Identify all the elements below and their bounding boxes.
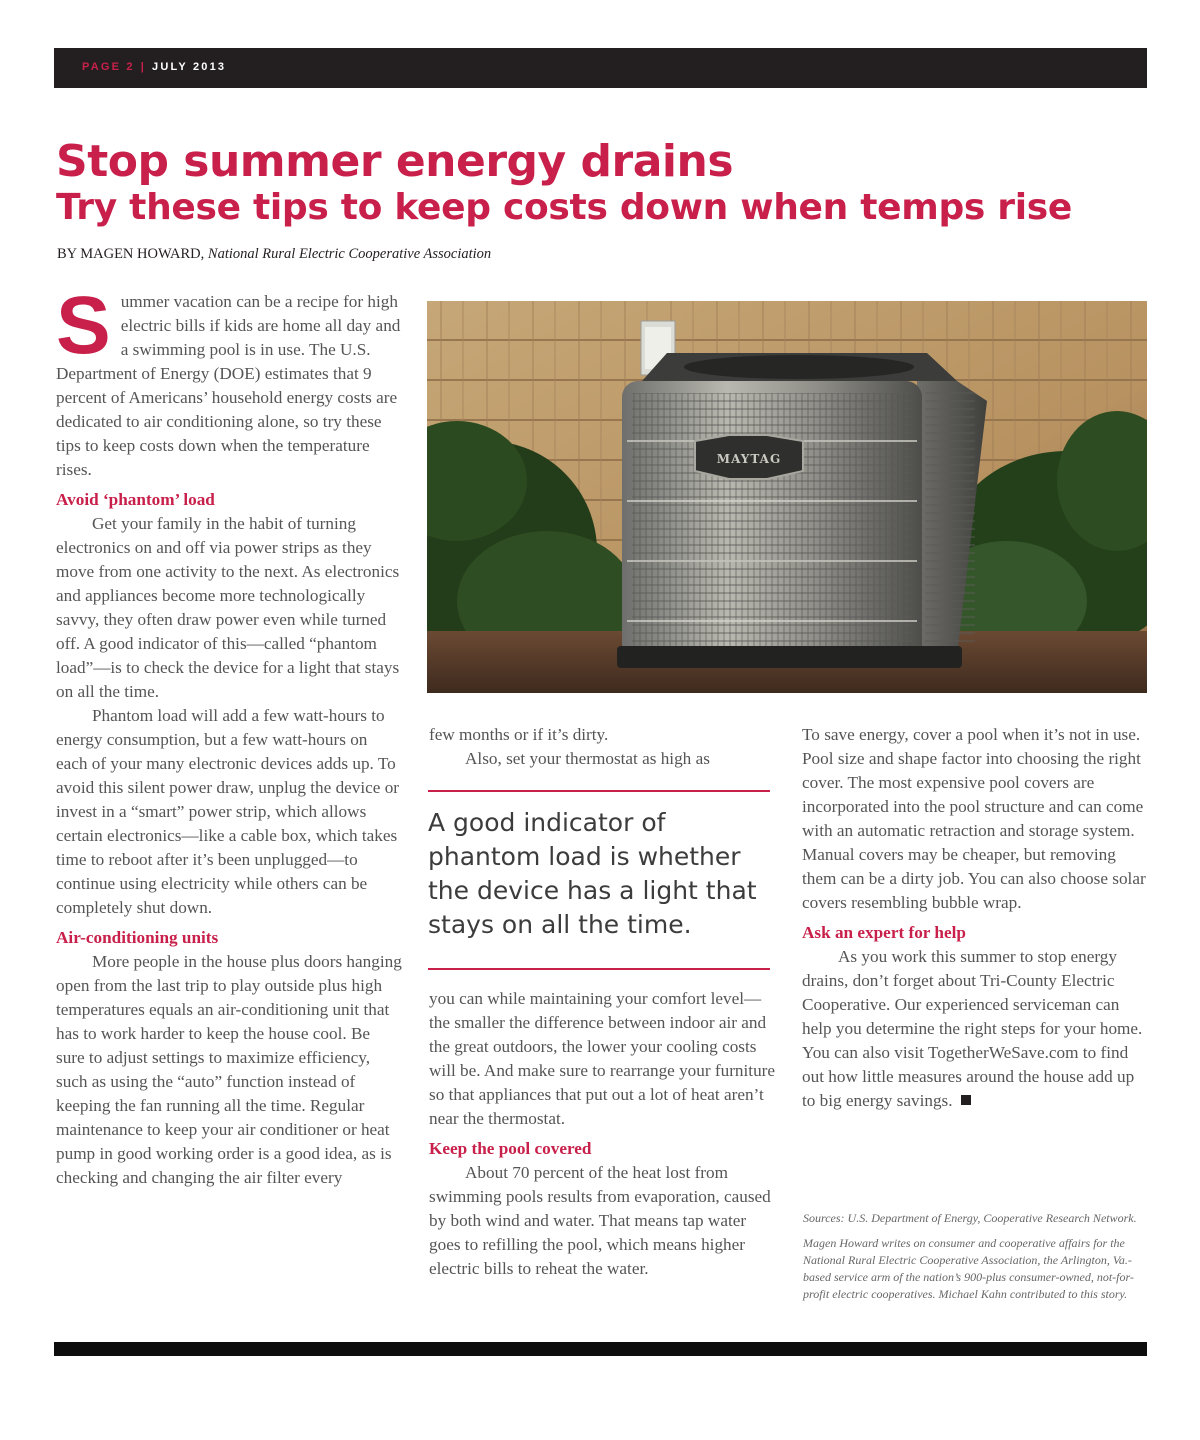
ac-unit-photo: [427, 301, 1147, 693]
pull-quote: [428, 790, 770, 970]
body-paragraph: About 70 percent of the heat lost from swimming pools results from evaporation, caused by both wind and water. That means tap water goes to refilling the pool, which means higher electric bills to reheat the water.: [429, 1163, 771, 1278]
article-subtitle: Try these tips to keep costs down when temps rise: [56, 187, 1073, 228]
maytag-logo: MAYTAG: [716, 452, 782, 466]
body-paragraph: Get your family in the habit of turning electronics on and off via power strips as they move from one activity to the next. As electronics and appliances become more technologically savvy, they often draw power even while turned off. A good indicator of this—called “phantom load”—is to check the device for a light that stays on all the time.: [56, 514, 400, 701]
section-heading-pool: Keep the pool covered: [429, 1139, 592, 1158]
author-note: Magen Howard writes on consumer and cooperative affairs for the National Rural Electric Cooperative Association, the Arlington, Va.-based service arm of the nation’s 900-plus consumer-owned, not-for-profit electric cooperatives. Michael Kahn contributed to this story.: [803, 1236, 1134, 1301]
byline-org: National Rural Electric Cooperative Association: [207, 246, 492, 262]
drop-cap: S: [56, 280, 111, 371]
column-2-bottom: [429, 987, 777, 1281]
byline: [57, 246, 491, 263]
ac-unit-illustration: [427, 301, 1147, 693]
body-paragraph: [802, 945, 1148, 1113]
intro-text: ummer vacation can be a recipe for high electric bills if kids are home all day and a swimming pool is in use. The U.S. Department of Energy (DOE) estimates that 9 percent of Americans’ household energy costs are dedicated to air conditioning alone, so try these tips to keep costs down when the temperature rises.: [56, 292, 401, 479]
page-number: PAGE 2: [82, 61, 135, 73]
body-paragraph: More people in the house plus doors hanging open from the last trip to play outside plus high temperatures equals an air-conditioning unit that has to work harder to keep the house cool. Be sure to adjust settings to maximize efficiency, such as using the “auto” function instead of keeping the fan running all the time. Regular maintenance to keep your air conditioner or heat pump in good working order is a good idea, as is checking and changing the air filter every: [56, 952, 402, 1187]
column-2-top: [429, 723, 777, 771]
section-heading-air-conditioning: Air-conditioning units: [56, 928, 219, 947]
footer-bar: [54, 1342, 1147, 1356]
sources-note: [803, 1210, 1148, 1311]
article-title: Stop summer energy drains: [56, 136, 734, 187]
end-mark-icon: [961, 1095, 971, 1105]
body-paragraph: few months or if it’s dirty.: [429, 725, 609, 744]
issue-date: JULY 2013: [152, 61, 227, 73]
body-paragraph: Phantom load will add a few watt-hours to energy consumption, but a few watt-hours on each of your many electronic devices adds up. To avoid this silent power draw, unplug the device or invest in a “smart” power strip, which allows certain electronics—like a cable box, which takes time to reboot after it’s been unplugged—to continue using electricity while others can be completely shut down.: [56, 706, 400, 917]
body-paragraph: To save energy, cover a pool when it’s not in use. Pool size and shape factor into choosing the right cover. The most expensive pool covers are incorporated into the pool structure and can come with an automatic retraction and storage system. Manual covers may be cheaper, but removing them can be a dirty job. You can also choose solar covers resembling bubble wrap.: [802, 725, 1146, 912]
page-header: [82, 61, 226, 73]
body-paragraph: you can while maintaining your comfort level—the smaller the difference between indoor air and the great outdoors, the lower your cooling costs will be. And make sure to rearrange your furniture so that appliances that put out a lot of heat aren’t near the thermostat.: [429, 989, 776, 1128]
column-1: [56, 280, 402, 1190]
section-heading-phantom-load: Avoid ‘phantom’ load: [56, 490, 215, 509]
column-3: [802, 723, 1148, 1113]
closing-text: As you work this summer to stop energy drains, don’t forget about Tri-County Electric Cooperative. Our experienced serviceman can help you determine the right steps for your home. You can also visit TogetherWeSave.com to find out how little measures around the house add up to big energy savings.: [802, 947, 1143, 1110]
header-separator: |: [140, 61, 147, 73]
body-paragraph: Also, set your thermostat as high as: [465, 749, 710, 768]
intro-paragraph: [56, 280, 402, 482]
section-heading-expert: Ask an expert for help: [802, 923, 966, 942]
byline-author: BY MAGEN HOWARD,: [57, 246, 208, 262]
sources-text: Sources: U.S. Department of Energy, Cooperative Research Network.: [803, 1211, 1137, 1225]
pull-quote-text: A good indicator of phantom load is whether the device has a light that stays on all the time.: [428, 808, 757, 939]
header-bar: [54, 48, 1147, 88]
